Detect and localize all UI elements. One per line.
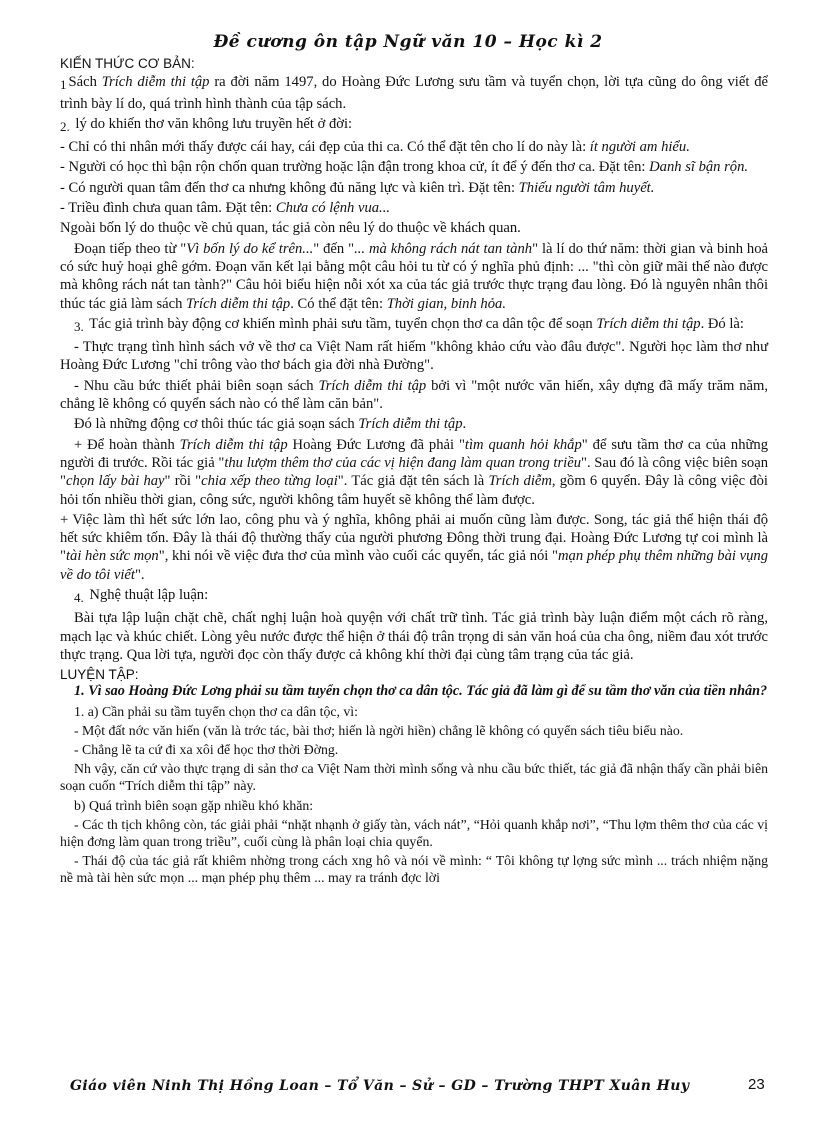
practice-answer-2: - Một đất nớc văn hiến (văn là trớc tác, bài thơ; hiến là ngời hiền) chẳng lẽ không có quyển sách tiêu biểu nào. bbox=[74, 722, 684, 738]
bullet-4: - Triều đình chưa quan tâm. Đặt tên: Chưa có lệnh vua... bbox=[60, 200, 390, 217]
paragraph-5: 3. Tác giả trình bày động cơ khiến mình phải sưu tầm, tuyển chọn thơ ca dân tộc để soạn Trích diễm thi tập. Đó là: bbox=[74, 315, 744, 334]
item-number: 2. bbox=[60, 118, 70, 134]
paragraph-2: 2. lý do khiến thơ văn không lưu truyền hết ở đời: bbox=[60, 115, 353, 134]
document-body bbox=[60, 55, 768, 889]
section-heading-basic-knowledge: KIẾN THỨC CƠ BẢN: bbox=[60, 56, 195, 71]
bullet-1: - Chỉ có thi nhân mới thấy được cái hay, cái đẹp của thi ca. Có thể đặt tên cho lí do này là: ít người am hiểu. bbox=[60, 139, 690, 156]
section-heading-practice: LUYỆN TẬP: bbox=[60, 667, 139, 683]
paragraph-11: 4. Nghệ thuật lập luận: bbox=[74, 587, 209, 606]
paragraph-8: Đó là những động cơ thôi thúc tác giả soạn sách Trích diễm thi tập. bbox=[74, 416, 467, 433]
paragraph-1: 1 Sách Trích diễm thi tập ra đời năm 1497, do Hoàng Đức Lương sưu tầm và tuyển chọn, lời tựa cũng do ông viết để trình bày lí do, quá trình hình thành của tập sách. bbox=[60, 74, 768, 112]
paragraph-10: + Việc làm thì hết sức lớn lao, công phu và ý nghĩa, không phải ai muốn cũng làm được. Song, tác giả thể hiện thái độ hết sức khiêm tốn. Đây là thái độ thường thấy của người phương Đông thời trung đại. Hoàng Đức Lương tự coi mình là "tài hèn sức mọn", khi nói về việc đưa thơ của mình vào cuối các quyển, tác giả nói "mạn phép phụ thêm những bài vụng về do tôi viết". bbox=[60, 511, 768, 583]
page-number: 23 bbox=[748, 1076, 765, 1093]
practice-question-1: 1. Vì sao Hoàng Đức Lơng phải su tầm tuyển chọn thơ ca dân tộc. Tác giả đã làm gì để su tầm thơ văn của tiền nhân? bbox=[74, 683, 768, 700]
item-number: 1 bbox=[60, 77, 67, 93]
bullet-3: - Có người quan tâm đến thơ ca nhưng không đủ năng lực và kiên trì. Đặt tên: Thiếu người tâm huyết. bbox=[60, 179, 655, 196]
document-footer: Giáo viên Ninh Thị Hồng Loan – Tổ Văn – Sử – GD – Trường THPT Xuân Huy bbox=[70, 1078, 690, 1094]
practice-section bbox=[60, 666, 768, 886]
practice-answer-7: - Thái độ của tác giả rất khiêm nhờng trong cách xng hô và nói về mình: “ Tôi không tự lợng sức mình ... trách nhiệm nặng nề mà tài hèn sức mọn ... mạn phép phụ thêm ... may ra tránh đợc lời bbox=[60, 853, 768, 886]
practice-answer-1: 1. a) Cần phải su tầm tuyển chọn thơ ca dân tộc, vì: bbox=[74, 703, 358, 719]
practice-answer-5: b) Quá trình biên soạn gặp nhiều khó khăn: bbox=[74, 797, 314, 813]
paragraph-6: - Thực trạng tình hình sách vở về thơ ca Việt Nam rất hiếm "không khảo cứu vào đâu được". Người học làm thơ như Hoàng Đức Lương "chỉ trông vào thơ bách gia đời nhà Đường". bbox=[60, 339, 768, 374]
item-number: 3. bbox=[74, 318, 84, 334]
document-header: Đề cương ôn tập Ngữ văn 10 – Học kì 2 bbox=[213, 32, 603, 52]
paragraph-3: Ngoài bốn lý do thuộc về chủ quan, tác giả còn nêu lý do thuộc về khách quan. bbox=[60, 220, 521, 237]
practice-answer-6: - Các th tịch không còn, tác giải phải “nhặt nhạnh ở giấy tàn, vách nát”, “Hỏi quanh khắp nơi”, “Thu lợm thêm thơ của các vị hiện đơng làm quan trong triều”, cuối cùng là phân loại chia quyển. bbox=[60, 816, 768, 850]
bullet-2: - Người có học thì bận rộn chốn quan trường hoặc lận đận trong khoa cử, ít để ý đến thơ ca. Đặt tên: Danh sĩ bận rộn. bbox=[60, 159, 749, 176]
item-number: 4. bbox=[74, 590, 84, 606]
paragraph-9: + Để hoàn thành Trích diễm thi tập Hoàng Đức Lương đã phải "tìm quanh hỏi khắp" để sưu tầm thơ ca của những người đi trước. Rồi tác giả "thu lượm thêm thơ của các vị hiện đang làm quan trong triều". Sau đó là công việc biên soạn "chọn lấy bài hay" rồi "chia xếp theo từng loại". Tác giả đặt tên sách là Trích diễm, gồm 6 quyển. Đây là công việc đòi hỏi tốn nhiều thời gian, công sức, người không tâm huyết sẽ không thể làm được. bbox=[60, 436, 769, 508]
practice-answer-3: - Chẳng lẽ ta cứ đi xa xôi để học thơ thời Đờng. bbox=[74, 742, 339, 758]
paragraph-12: Bài tựa lập luận chặt chẽ, chất nghị luận hoà quyện với chất trữ tình. Tác giả trình bày luận điểm một cách rõ ràng, mạch lạc và khúc chiết. Lòng yêu nước được thể hiện ở thái độ trân trọng di sản văn hoá của cha ông, niềm đau xót trước thực trạng. Qua lời tựa, người đọc còn thấy được cả không khí thời đại cùng tâm trạng của tác giả. bbox=[60, 610, 768, 663]
paragraph-4: Đoạn tiếp theo từ "Vì bốn lý do kể trên..." đến "... mà không rách nát tan tành" là lí do thứ năm: thời gian và binh hoả có sức huỷ hoại ghê gớm. Đoạn văn kết lại bằng một câu hỏi tu từ có ý nghĩa phủ định: ... "thì còn giữ mãi thế nào được mà không rách nát tan tành?" Câu hỏi biểu hiện nỗi xót xa của tác giả trước thực trạng đau lòng. Đó là nguyên nhân thôi thúc tác giả làm sách Trích diễm thi tập. Có thể đặt tên: Thời gian, binh hỏa. bbox=[60, 240, 768, 312]
practice-answer-4: Nh vậy, căn cứ vào thực trạng di sản thơ ca Việt Nam thời mình sống và nhu cầu bức thiết, tác giả đã nhận thấy cần phải biên soạn cuốn “Trích diễm thi tập” này. bbox=[60, 761, 768, 794]
paragraph-7: - Nhu cầu bức thiết phải biên soạn sách Trích diễm thi tập bởi vì "một nước văn hiến, xây dựng đã mấy trăm năm, chẳng lẽ không có quyển sách nào có thể làm căn bản". bbox=[60, 377, 769, 413]
